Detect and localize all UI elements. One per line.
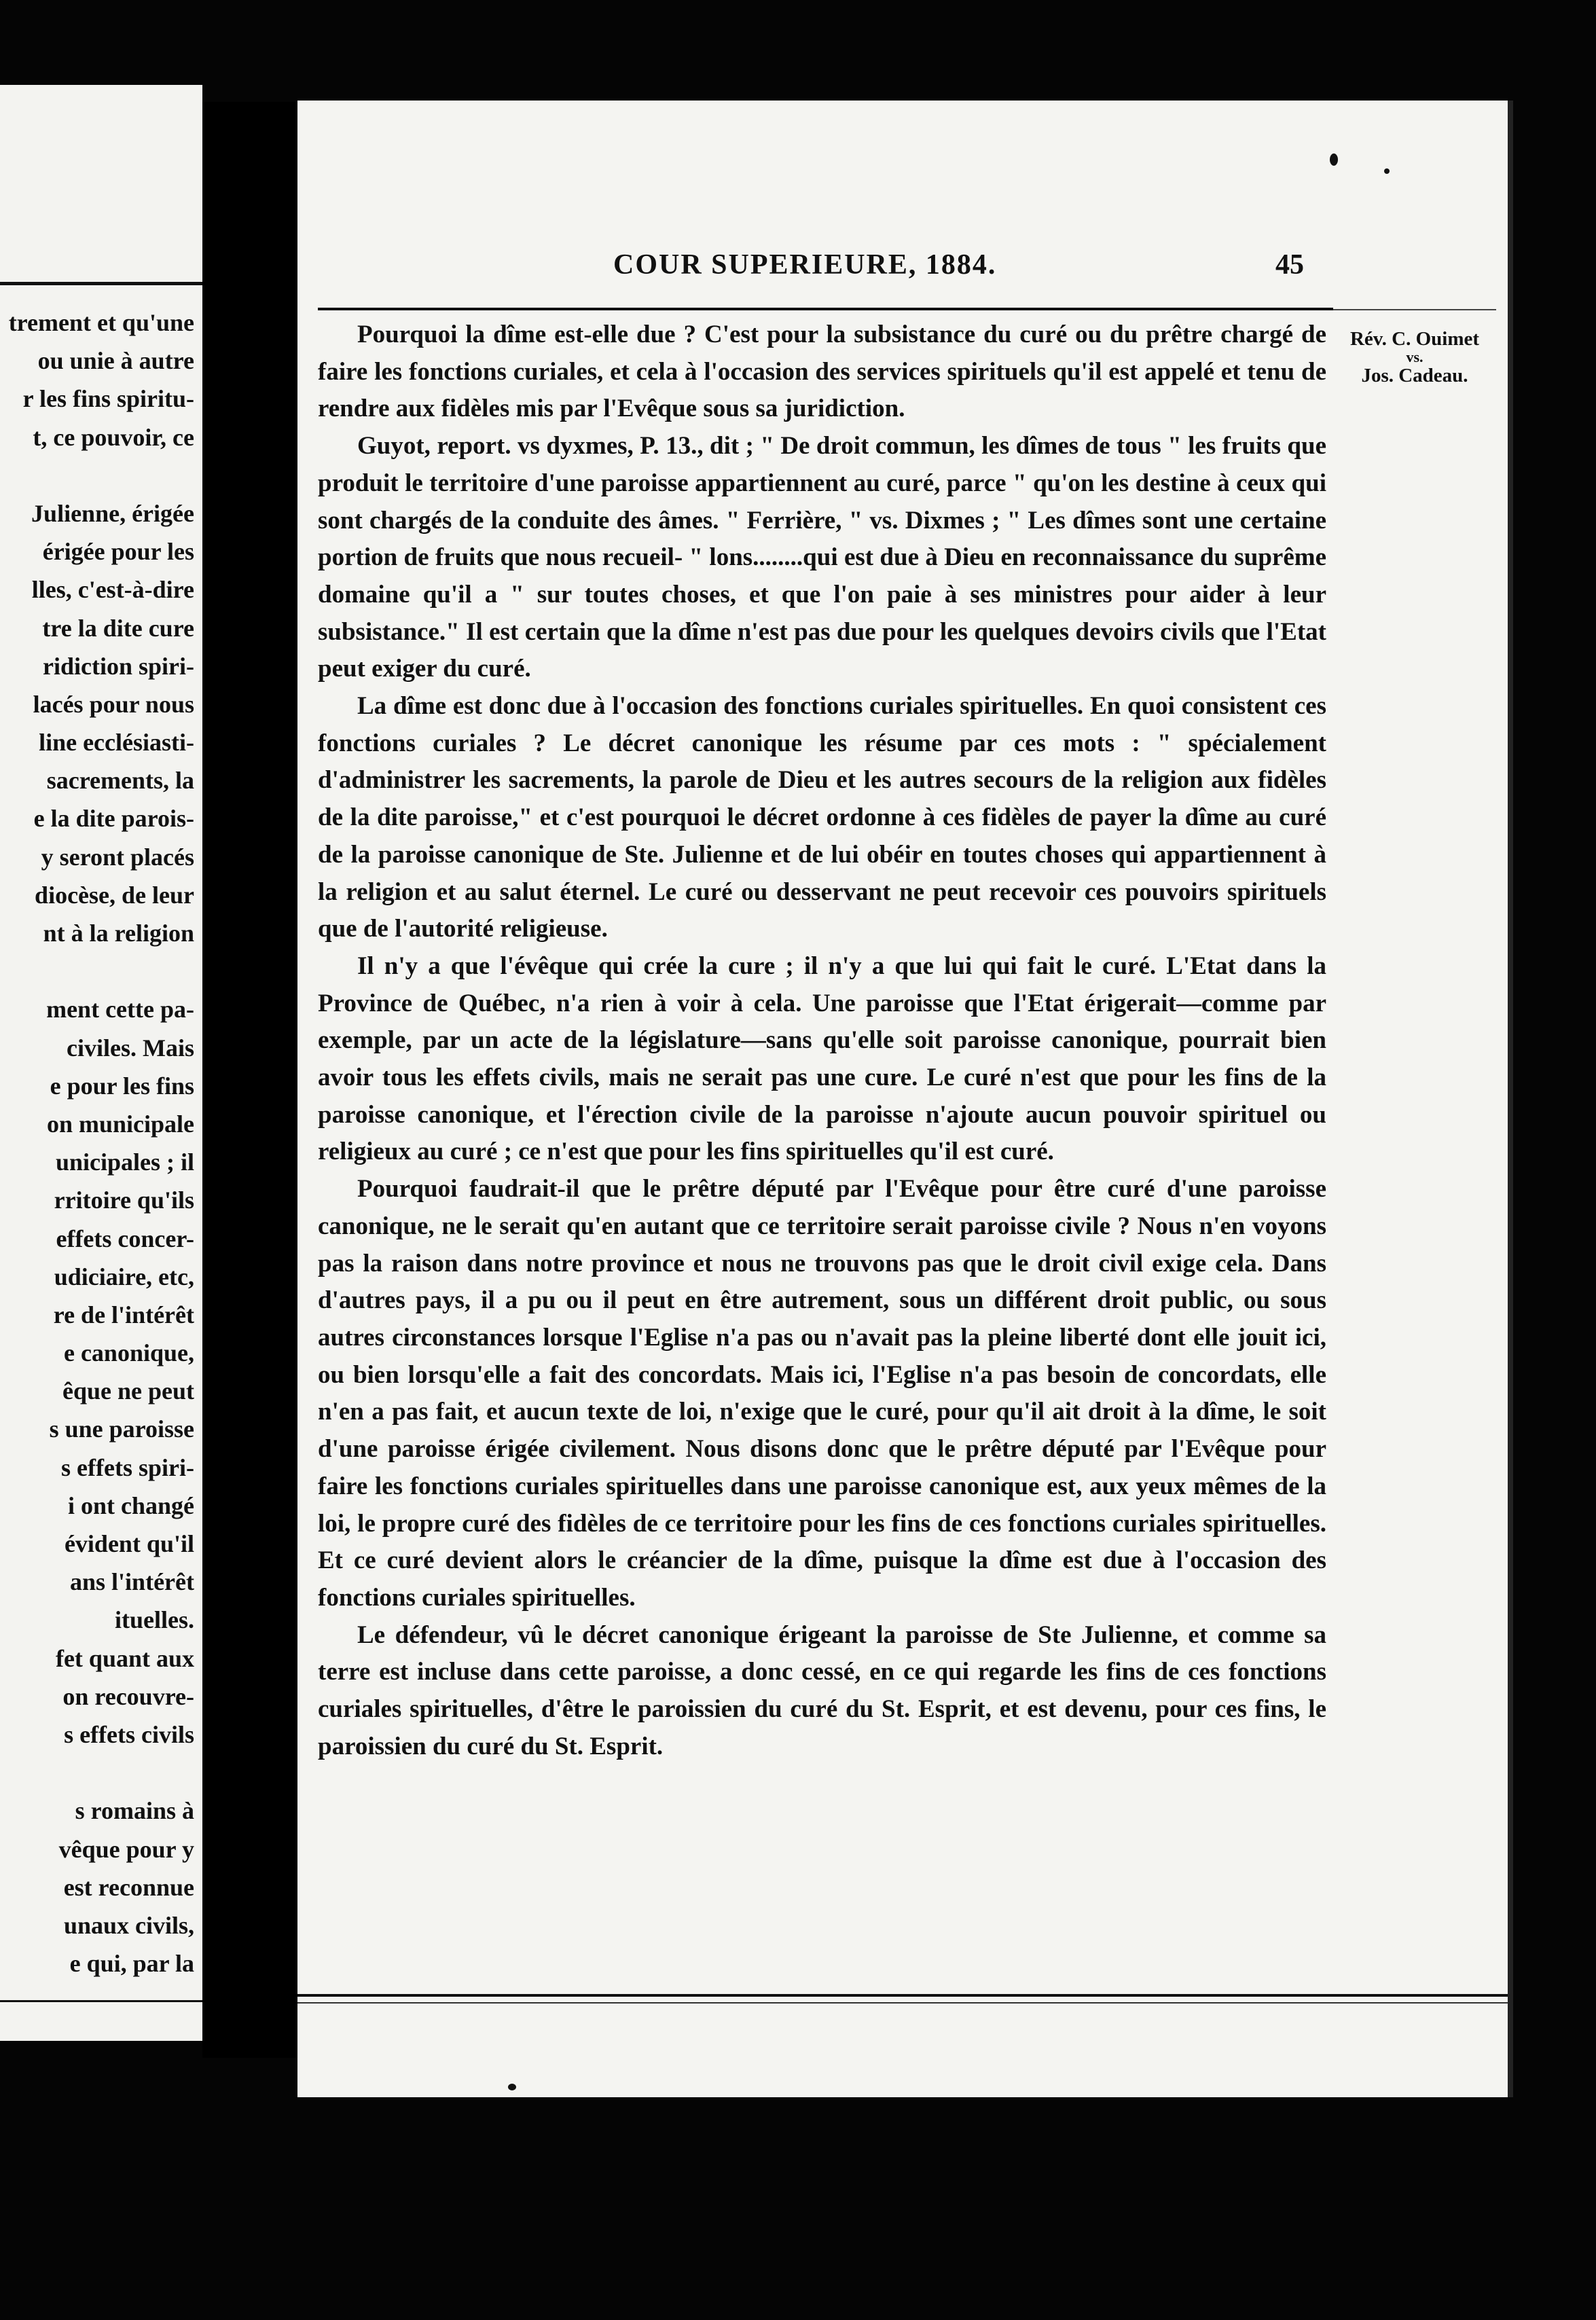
previous-page-line: tre la dite cure [42, 614, 194, 642]
previous-page-bottom-rule [0, 2000, 202, 2002]
previous-page-line: y seront placés [41, 843, 194, 871]
previous-page-line: érigée pour les [42, 538, 194, 566]
paragraph: Guyot, report. vs dyxmes, P. 13., dit ; " De droit commun, les dîmes de tous " les fruits que produit le territoire d'une paroisse appartiennent au curé, parce " qu'on les destine à ceux qui sont chargés de la conduite des âmes. " Ferrière, " vs. Dixmes ; " Les dîmes sont une certaine portion de fruits que nous recueil- " lons........qui est due à Dieu en reconnaissance du suprême domaine qu'il a " sur toutes choses, et que l'on paie à ses ministres pour aider à leur subsistance." Il est certain que la dîme n'est pas due pour les quelques devoirs civils que l'Etat peut exiger du curé. [318, 432, 1326, 683]
previous-page-line: ituelles. [115, 1606, 194, 1634]
running-title: COUR SUPERIEURE, 1884. [613, 249, 997, 280]
previous-page-line: on recouvre- [62, 1682, 194, 1710]
running-head [297, 249, 1513, 283]
previous-page-line: line ecclésiasti- [39, 729, 194, 757]
previous-page-text [0, 304, 194, 1982]
previous-page-line: effets concer- [56, 1225, 194, 1252]
previous-page-line: rritoire qu'ils [54, 1186, 194, 1214]
margin-note-defendant: Jos. Cadeau. [1361, 365, 1468, 386]
previous-page-rule [0, 282, 202, 285]
page [297, 101, 1513, 2097]
previous-page-line: e pour les fins [50, 1072, 194, 1100]
margin-note-vs: vs. [1406, 348, 1423, 365]
page-number: 45 [1275, 249, 1304, 280]
previous-page-line: t, ce pouvoir, ce [33, 423, 194, 451]
ink-spot [1384, 168, 1390, 174]
previous-page-line: diocèse, de leur [35, 881, 194, 909]
paragraph: Pourquoi faudrait-il que le prêtre député par l'Evêque pour être curé d'une paroisse canonique, ne le serait qu'en autant que ce territoire serait paroisse civile ? Nous n'en voyons pas la raison dans notre province et nous ne trouvons pas que le droit civil exige cela. Dans d'autres pays, il a pu ou il peut en être autrement, sous un différent droit public, ou sous autres circonstances lorsque l'Eglise n'a pas ou n'avait pas la pleine liberté dont elle jouit ici, ou bien lorsqu'elle a fait des concordats. Mais ici, l'Eglise n'a pas besoin de concordats, elle n'en a pas fait, et aucun texte de loi, n'exige que le curé, pour qu'il ait droit à la dîme, le soit d'une paroisse érigée civilement. Nous disons donc que le prêtre député par l'Evêque pour faire les fonctions curiales spirituelles dans une paroisse canonique est, aux yeux mêmes de la loi, le propre curé des fidèles de ce territoire pour les fins de ces fonctions curiales spirituelles. Et ce curé devient alors le créancier de la dîme, puisque la dîme est due à l'occasion des fonctions curiales spirituelles. [318, 1175, 1326, 1612]
case-margin-note [1313, 328, 1517, 386]
previous-page-line: ou unie à autre [37, 347, 194, 375]
footer-rule [297, 1994, 1513, 1997]
previous-page-line: civiles. Mais [67, 1034, 194, 1062]
previous-page-line: nt à la religion [43, 920, 194, 947]
previous-page-line [0, 456, 194, 494]
previous-page-line: s une paroisse [49, 1415, 194, 1443]
previous-page-line: unicipales ; il [55, 1148, 194, 1176]
previous-page-line: s effets civils [64, 1720, 194, 1748]
previous-page-line: êque ne peut [62, 1377, 194, 1405]
book-spine [202, 102, 297, 2058]
paragraph: La dîme est donc due à l'occasion des fonctions curiales spirituelles. En quoi consistent ces fonctions curiales ? Le décret canonique les résume par ces mots : " spécialement d'administrer les sacrements, la parole de Dieu et les autres secours de la religion aux fidèles de la dite paroisse," et c'est pourquoi le décret ordonne à ces fidèles de payer la dîme au curé de la paroisse canonique de Ste. Julienne et de lui obéir en toutes choses qui appartiennent à la religion et au salut éternel. Le curé ou desservant ne peut recevoir ces pouvoirs spirituels que de l'autorité religieuse. [318, 692, 1326, 943]
previous-page-line: s romains à [75, 1797, 194, 1825]
previous-page-line: Julienne, érigée [31, 499, 194, 527]
paragraph: Il n'y a que l'évêque qui crée la cure ; il n'y a que lui qui fait le curé. L'Etat dans la Province de Québec, n'a rien à voir à cela. Une paroisse que l'Etat érigerait—comme par exemple, par un acte de la législature—sans qu'elle soit paroisse canonique, pourrait bien avoir tous les effets civils, mais ne serait pas une cure. Le curé n'est que pour les fins de la paroisse canonique, et l'érection civile de la paroisse n'ajoute aucun pouvoir spirituel ou religieux au curé ; ce n'est que pour les fins spirituelles qu'il est curé. [318, 951, 1326, 1166]
previous-page-line: lles, c'est-à-dire [31, 576, 194, 604]
previous-page-line [0, 1754, 194, 1792]
previous-page-line: ridiction spiri- [43, 652, 194, 680]
previous-page-line: s effets spiri- [61, 1453, 194, 1481]
previous-page-line: unaux civils, [63, 1911, 194, 1939]
paragraph: Pourquoi la dîme est-elle due ? C'est pour la subsistance du curé ou du prêtre chargé de faire les fonctions curiales, et cela à l'occasion des services spirituels qu'il est appelé et tenu de rendre aux fidèles mis par l'Evêque sous sa juridiction. [318, 321, 1326, 423]
previous-page-line: fet quant aux [55, 1644, 194, 1672]
previous-page-line: trement et qu'une [8, 309, 194, 336]
margin-note-plaintiff: Rév. C. Ouimet [1349, 328, 1480, 350]
previous-page-line: ment cette pa- [46, 996, 194, 1023]
previous-page-line: re de l'intérêt [53, 1301, 194, 1328]
previous-page-fragment [0, 85, 202, 2041]
previous-page-line: on municipale [46, 1110, 194, 1138]
ink-spot [1330, 153, 1338, 166]
previous-page-line: e canonique, [63, 1339, 194, 1367]
header-rule [318, 308, 1333, 310]
paragraph: Le défendeur, vû le décret canonique érigeant la paroisse de Ste Julienne, et comme sa terre est incluse dans cette paroisse, a donc cessé, en ce qui regarde les fins de ces fonctions curiales spirituelles, d'être le paroissien du curé du St. Esprit, et est devenu, pour ces fins, le paroissien du curé du St. Esprit. [318, 1620, 1326, 1760]
previous-page-line: ans l'intérêt [70, 1568, 194, 1596]
footer-rule-thin [297, 2002, 1513, 2004]
body-text [318, 316, 1326, 1765]
previous-page-line: r les fins spiritu- [22, 385, 194, 413]
header-rule-margin [1333, 309, 1496, 310]
previous-page-line: e qui, par la [69, 1950, 194, 1978]
previous-page-line [0, 952, 194, 990]
previous-page-line: e la dite parois- [33, 805, 194, 833]
previous-page-line: évident qu'il [64, 1530, 194, 1557]
ink-spot [508, 2084, 516, 2090]
previous-page-line: est reconnue [63, 1873, 194, 1901]
previous-page-line: i ont changé [67, 1491, 194, 1519]
previous-page-line: sacrements, la [46, 767, 194, 795]
previous-page-line: vêque pour y [58, 1835, 194, 1863]
previous-page-line: lacés pour nous [33, 690, 194, 718]
previous-page-line: udiciaire, etc, [54, 1263, 194, 1290]
